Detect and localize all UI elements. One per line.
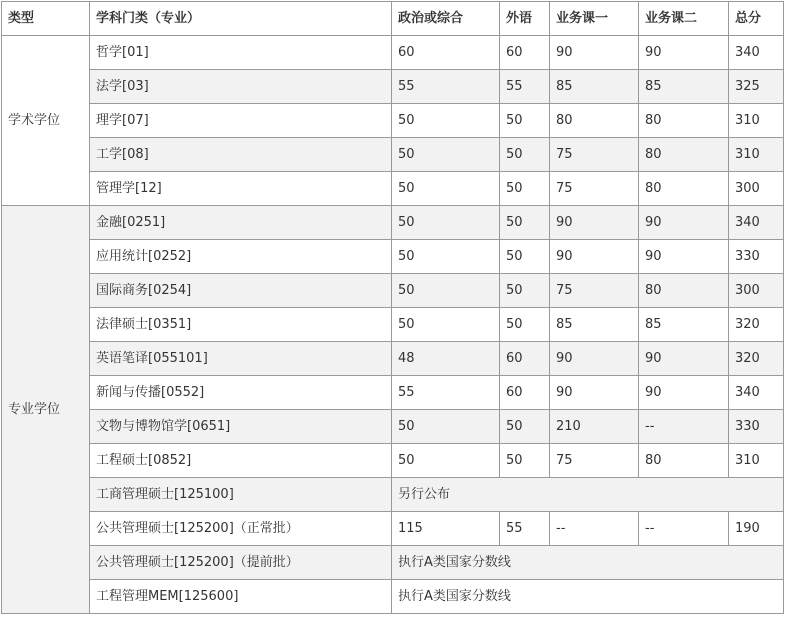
- subject-cell: 新闻与传播[0552]: [90, 376, 392, 410]
- table-row: [2, 546, 784, 580]
- score-cell: --: [639, 512, 729, 546]
- header-cell: 业务课二: [639, 2, 729, 36]
- score-cell: 48: [392, 342, 500, 376]
- score-cell: 50: [500, 308, 550, 342]
- score-cell: 80: [639, 104, 729, 138]
- header-cell: 政治或综合: [392, 2, 500, 36]
- total-cell: 300: [729, 172, 784, 206]
- score-cell: 90: [639, 36, 729, 70]
- score-cell: 85: [639, 70, 729, 104]
- score-cell: 50: [392, 206, 500, 240]
- table-row: [2, 444, 784, 478]
- score-cell: 55: [500, 512, 550, 546]
- table-row: [2, 308, 784, 342]
- score-cell: 90: [639, 240, 729, 274]
- subject-cell: 工学[08]: [90, 138, 392, 172]
- score-cell: 75: [550, 444, 639, 478]
- table-row: [2, 240, 784, 274]
- subject-cell: 理学[07]: [90, 104, 392, 138]
- score-cell: 50: [500, 138, 550, 172]
- score-cell: 50: [392, 274, 500, 308]
- score-cell: 85: [639, 308, 729, 342]
- score-cell: 90: [550, 240, 639, 274]
- score-cell: 90: [639, 206, 729, 240]
- subject-cell: 工商管理硕士[125100]: [90, 478, 392, 512]
- merged-note-cell: 执行A类国家分数线: [392, 546, 784, 580]
- header-cell: 学科门类（专业）: [90, 2, 392, 36]
- score-cell: 90: [550, 376, 639, 410]
- table-row: [2, 410, 784, 444]
- merged-note-cell: 执行A类国家分数线: [392, 580, 784, 614]
- score-cell: 85: [550, 308, 639, 342]
- score-cell: 50: [392, 104, 500, 138]
- subject-cell: 国际商务[0254]: [90, 274, 392, 308]
- score-cell: --: [550, 512, 639, 546]
- subject-cell: 应用统计[0252]: [90, 240, 392, 274]
- header-cell: 总分: [729, 2, 784, 36]
- header-cell: 业务课一: [550, 2, 639, 36]
- score-table: [1, 1, 784, 614]
- total-cell: 190: [729, 512, 784, 546]
- subject-cell: 哲学[01]: [90, 36, 392, 70]
- table-row: [2, 172, 784, 206]
- table-row: [2, 206, 784, 240]
- score-cell: 50: [392, 138, 500, 172]
- subject-cell: 金融[0251]: [90, 206, 392, 240]
- header-cell: 外语: [500, 2, 550, 36]
- total-cell: 320: [729, 308, 784, 342]
- category-cell: 学术学位: [2, 36, 90, 206]
- subject-cell: 英语笔译[055101]: [90, 342, 392, 376]
- score-cell: 50: [500, 104, 550, 138]
- table-row: [2, 512, 784, 546]
- score-cell: 60: [500, 342, 550, 376]
- score-cell: 80: [550, 104, 639, 138]
- score-cell: 50: [392, 308, 500, 342]
- score-cell: 210: [550, 410, 639, 444]
- score-cell: 80: [639, 444, 729, 478]
- table-row: [2, 138, 784, 172]
- score-cell: 50: [500, 274, 550, 308]
- score-cell: 50: [500, 444, 550, 478]
- table-row: [2, 376, 784, 410]
- subject-cell: 工程管理MEM[125600]: [90, 580, 392, 614]
- table-row: [2, 342, 784, 376]
- score-cell: 115: [392, 512, 500, 546]
- score-cell: 50: [500, 172, 550, 206]
- score-cell: 75: [550, 274, 639, 308]
- score-cell: 90: [639, 342, 729, 376]
- score-cell: 60: [500, 36, 550, 70]
- header-row: [2, 2, 784, 36]
- subject-cell: 公共管理硕士[125200]（提前批）: [90, 546, 392, 580]
- subject-cell: 公共管理硕士[125200]（正常批）: [90, 512, 392, 546]
- total-cell: 310: [729, 444, 784, 478]
- total-cell: 320: [729, 342, 784, 376]
- score-cell: 55: [392, 70, 500, 104]
- subject-cell: 工程硕士[0852]: [90, 444, 392, 478]
- score-cell: 50: [392, 410, 500, 444]
- score-cell: 50: [392, 444, 500, 478]
- total-cell: 325: [729, 70, 784, 104]
- score-cell: 80: [639, 274, 729, 308]
- subject-cell: 文物与博物馆学[0651]: [90, 410, 392, 444]
- score-cell: 60: [392, 36, 500, 70]
- score-cell: 90: [550, 206, 639, 240]
- table-row: [2, 478, 784, 512]
- score-cell: 50: [500, 410, 550, 444]
- score-cell: --: [639, 410, 729, 444]
- subject-cell: 管理学[12]: [90, 172, 392, 206]
- score-cell: 80: [639, 138, 729, 172]
- score-cell: 50: [392, 240, 500, 274]
- score-cell: 55: [500, 70, 550, 104]
- total-cell: 340: [729, 206, 784, 240]
- subject-cell: 法律硕士[0351]: [90, 308, 392, 342]
- score-cell: 60: [500, 376, 550, 410]
- score-cell: 50: [500, 206, 550, 240]
- table-row: [2, 70, 784, 104]
- table-row: [2, 36, 784, 70]
- score-cell: 75: [550, 138, 639, 172]
- total-cell: 330: [729, 240, 784, 274]
- category-cell: 专业学位: [2, 206, 90, 614]
- score-cell: 80: [639, 172, 729, 206]
- total-cell: 310: [729, 104, 784, 138]
- total-cell: 300: [729, 274, 784, 308]
- score-cell: 90: [639, 376, 729, 410]
- merged-note-cell: 另行公布: [392, 478, 784, 512]
- table-row: [2, 104, 784, 138]
- table-row: [2, 580, 784, 614]
- subject-cell: 法学[03]: [90, 70, 392, 104]
- score-cell: 50: [500, 240, 550, 274]
- table-row: [2, 274, 784, 308]
- score-cell: 50: [392, 172, 500, 206]
- total-cell: 340: [729, 36, 784, 70]
- score-cell: 55: [392, 376, 500, 410]
- header-cell: 类型: [2, 2, 90, 36]
- score-cell: 90: [550, 36, 639, 70]
- score-cell: 75: [550, 172, 639, 206]
- score-cell: 85: [550, 70, 639, 104]
- total-cell: 310: [729, 138, 784, 172]
- score-cell: 90: [550, 342, 639, 376]
- total-cell: 340: [729, 376, 784, 410]
- total-cell: 330: [729, 410, 784, 444]
